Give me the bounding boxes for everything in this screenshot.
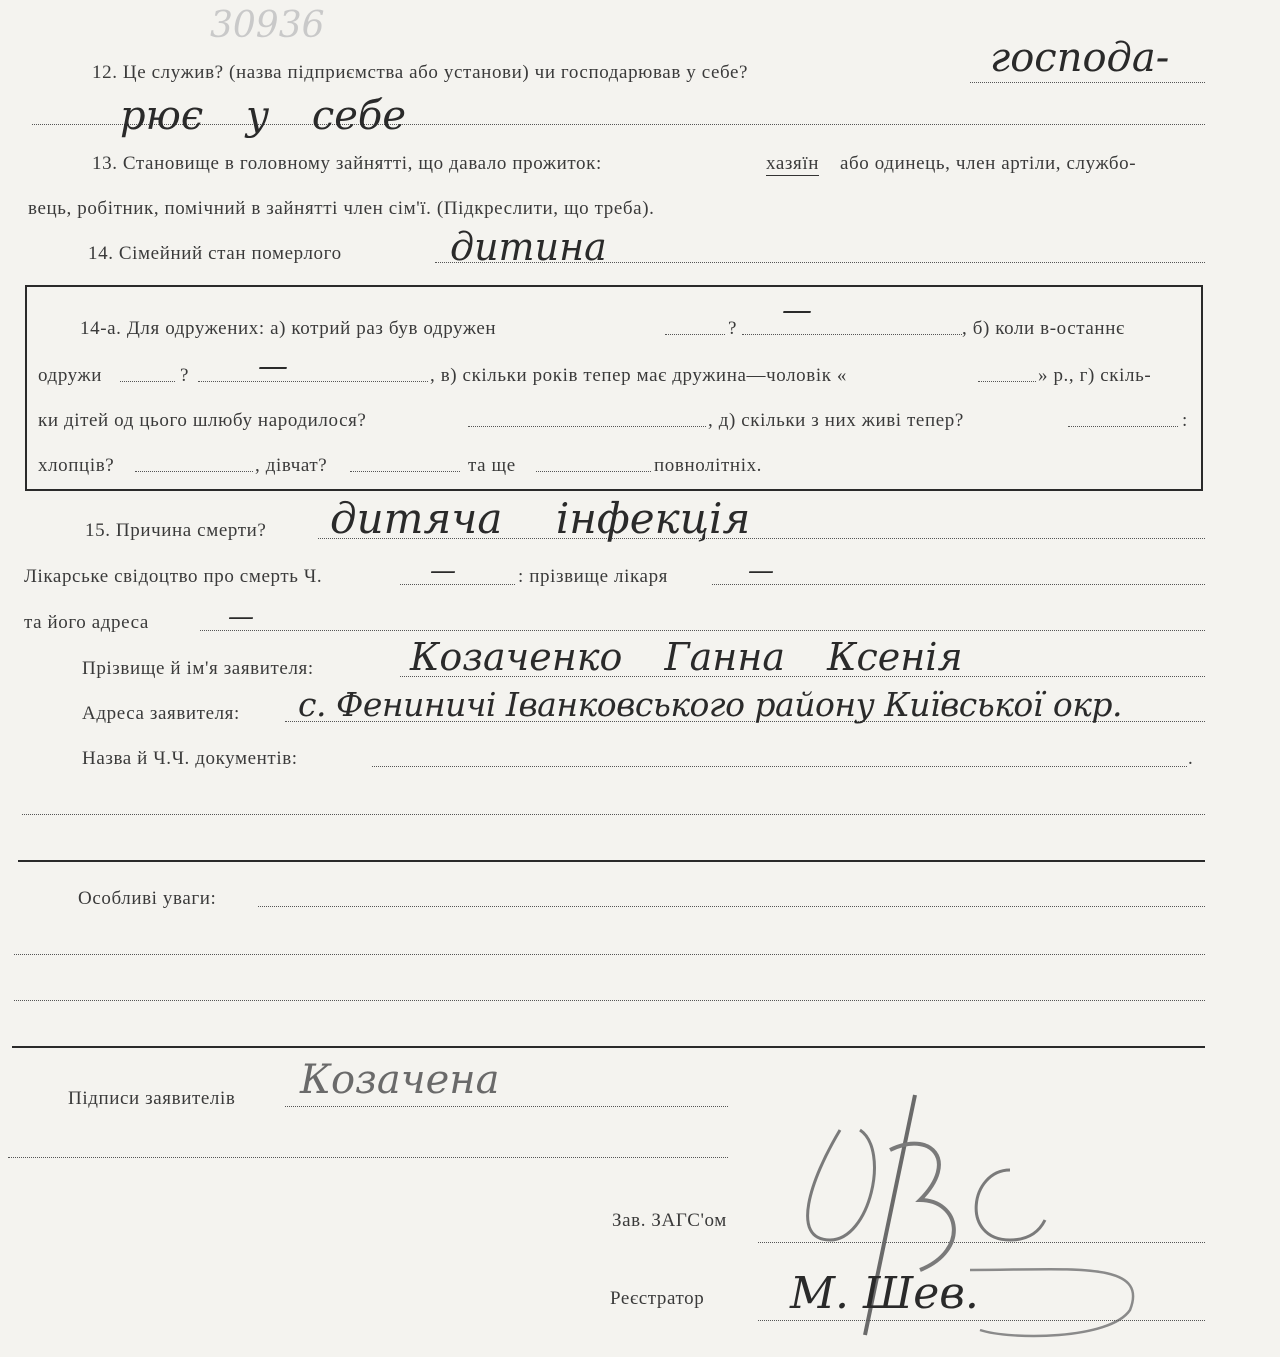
q14a-line2-label-a: одружи [38,365,103,386]
q14a-line2-qmark: ? [180,365,190,386]
q14a-line4-field2 [350,471,460,472]
q14a-line3-label-b: , д) скільки з них живі тепер? [708,410,964,431]
q13-label-line2: вець, робітник, помічний в зайнятті член сім'ї. (Підкреслити, що треба). [28,198,655,219]
q14a-line1-dash: — [782,293,812,328]
q14a-line2-field3 [978,381,1036,382]
archive-pencil-mark: 30936 [210,5,325,46]
doctor-label: : прізвище лікаря [518,566,669,587]
documents-end: . [1188,748,1194,769]
q14a-line1-field1 [665,334,725,335]
q14a-box [25,285,1203,491]
q14-answer: дитина [450,225,607,269]
section-divider-2 [12,1046,1205,1048]
q14a-line3-colon: : [1182,410,1188,431]
applicant-name-answer: Козаченко Ганна Ксенія [410,635,963,679]
registrar-label: Реєстратор [610,1288,705,1309]
doctor-address-dash: — [228,602,254,632]
q14a-line4-field3 [536,471,651,472]
q15-label: 15. Причина смерти? [85,520,267,541]
notes-line-1 [258,906,1205,907]
q14a-line4-label-a: хлопців? [38,455,115,476]
q14a-line3-field1 [468,426,706,427]
signatures-line-1 [285,1106,728,1107]
applicant-address-label: Адреса заявителя: [82,703,240,724]
q12-label: 12. Це служив? (назва підприємства або установи) чи господарював у себе? [92,62,749,83]
zags-head-label: Зав. ЗАГС'ом [612,1210,727,1231]
notes-line-2 [14,954,1205,955]
q14a-line2-label-b: , в) скільки років тепер має дружина—чоловік « [430,365,848,386]
notes-label: Особливі уваги: [78,888,217,909]
q14a-line4-label-d: повнолітніх. [654,455,763,476]
q15-answer: дитяча інфекція [330,494,751,543]
blank-line-1 [22,814,1205,815]
q14-label: 14. Сімейний стан померлого [88,243,342,264]
notes-line-3 [14,1000,1205,1001]
q14a-line1-field2 [742,334,962,335]
doctor-dash: — [748,556,774,586]
q14a-line1-label: 14-а. Для одружених: а) котрий раз був одружен [80,318,497,339]
registrar-signature: М. Шев. [790,1268,979,1319]
certificate-dash: — [430,556,456,586]
q14a-line2-dash: — [258,349,288,384]
applicant-address-answer: с. Фениничі Іванковського району Київської окр. [298,685,1123,724]
q14a-line2-field1 [120,381,175,382]
q13-label-part1: 13. Становище в головному зайнятті, що давало прожиток: [92,153,602,174]
doctor-address-line [200,630,1205,631]
section-divider-1 [18,860,1205,862]
q14a-line2-label-c: » р., г) скіль- [1038,365,1152,386]
q12-line-1 [970,82,1205,83]
registrar-line [758,1320,1205,1321]
documents-label: Назва й Ч.Ч. документів: [82,748,298,769]
q13-label-part2: або одинець, член артіли, службо- [840,153,1137,174]
certificate-label: Лікарське свідоцтво про смерть Ч. [24,566,323,587]
applicant-signature: Козачена [300,1057,500,1103]
signatures-label: Підписи заявителів [68,1088,236,1109]
applicant-name-label: Прізвище й ім'я заявителя: [82,658,314,679]
q14a-line1-label-b: , б) коли в-останнє [962,318,1125,339]
q14a-line1-qmark: ? [728,318,738,339]
q14a-line4-field1 [135,471,253,472]
certificate-number-line [400,584,515,585]
q14a-line3-label-a: ки дітей од цього шлюбу народилося? [38,410,367,431]
q12-answer-2: рює у себе [120,93,407,139]
q13-underlined-option: хазяїн [766,153,819,174]
q14a-line3-field2 [1068,426,1178,427]
q14a-line2-field2 [198,381,428,382]
doctor-line [712,584,1205,585]
signatures-line-2 [8,1157,728,1158]
doctor-address-label: та його адреса [24,612,149,633]
q14a-line4-label-c: та ще [468,455,516,476]
documents-line [372,766,1187,767]
q14a-line4-label-b: , дівчат? [255,455,328,476]
q12-answer-1: господа- [990,35,1170,81]
